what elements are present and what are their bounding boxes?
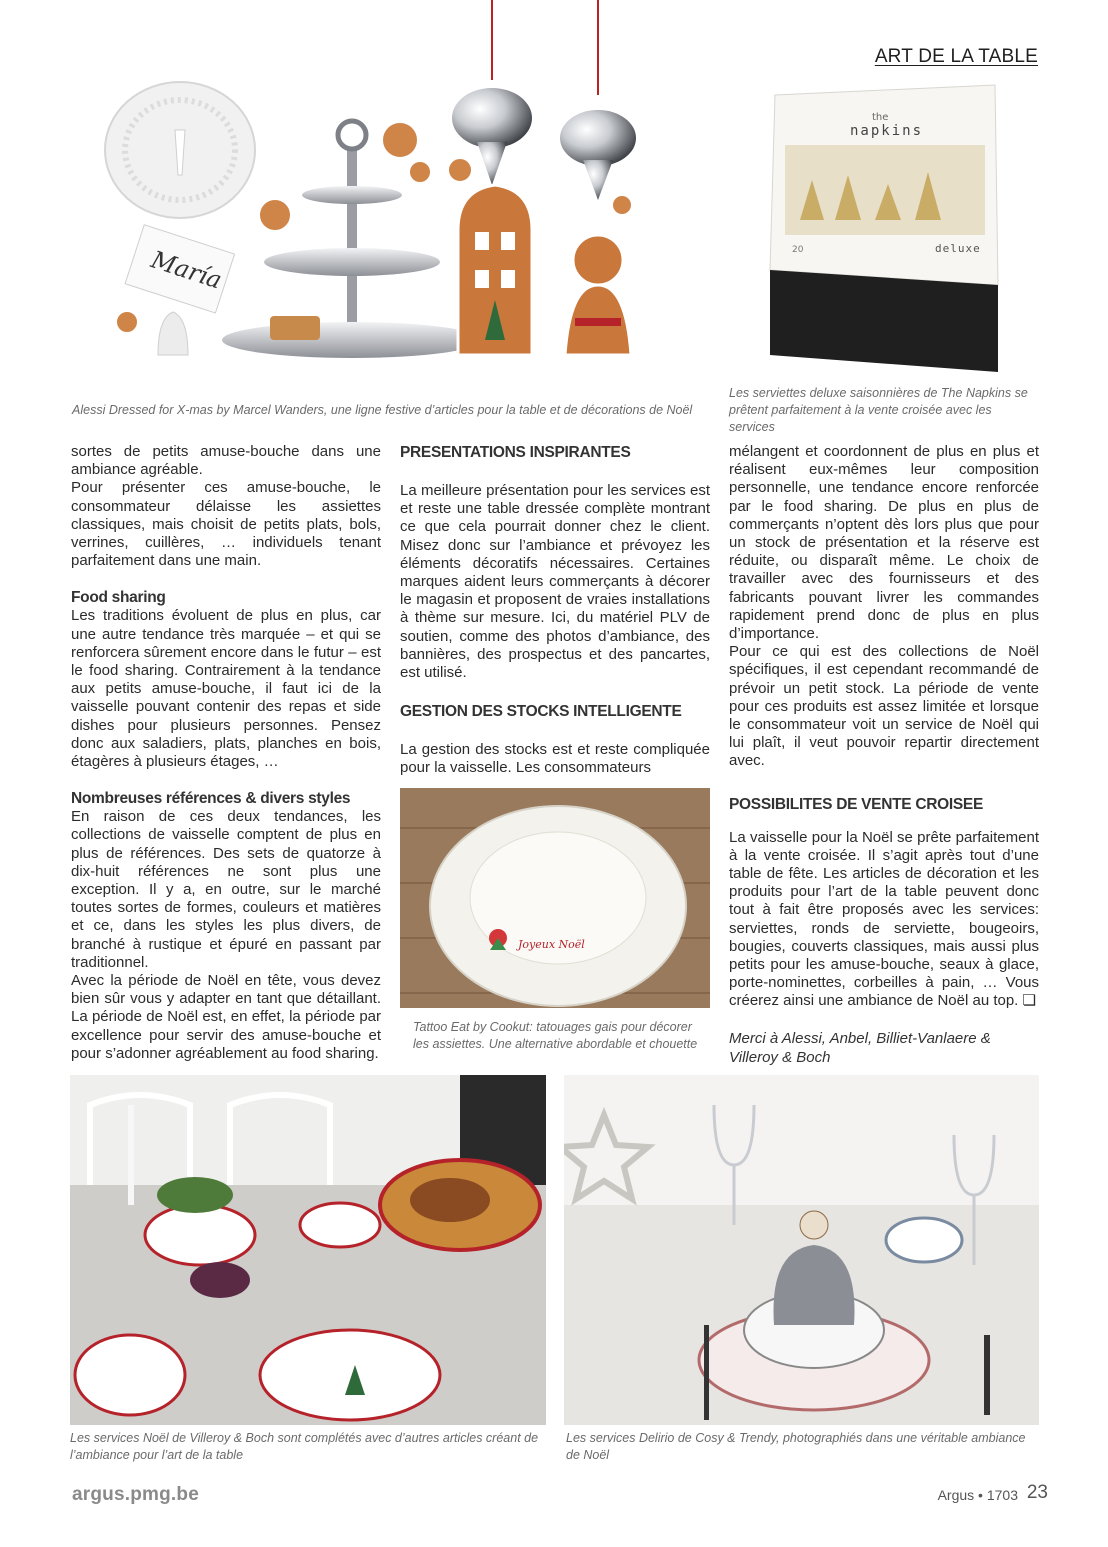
tattoo-plate-photo <box>400 788 710 1008</box>
napkins-box-illustration <box>740 80 1040 375</box>
article-column-2 <box>400 443 710 778</box>
end-mark: ❏ <box>1022 992 1036 1010</box>
article-column-1 <box>71 443 381 1063</box>
place-card-holder <box>125 225 235 355</box>
heading-stock-management: GESTION DES STOCKS INTELLIGENTE <box>400 703 682 721</box>
footer-website[interactable]: argus.pmg.be <box>72 1484 199 1505</box>
heading-food-sharing: Food sharing <box>71 589 166 607</box>
porcelain-lid <box>105 82 255 218</box>
col1-paragraph: Les traditions évoluent de plus en plus, car une autre tendance très marquée – et qui se renforcera sûrement encore dans le futur – est le food sharing. Contrairement à la tendance aux petits amuse-bouche, il faut ici de la vaisselle pouvant contenir des repas et side dishes pour plusieurs personnes. Pensez donc aux saladiers, plats, planches en bois, étagères à plusieurs étages, … <box>71 607 381 771</box>
heading-presentations: PRESENTATIONS INSPIRANTES <box>400 444 631 461</box>
thanks-note: Merci à Alessi, Anbel, Billiet-Vanlaere & Villeroy & Boch <box>729 1029 991 1066</box>
napkins-deluxe-label: deluxe <box>935 242 981 255</box>
col3-paragraph: Pour ce qui est des collections de Noël spécifiques, il est cependant recommandé de prévoir un petit stock. La période de vente pour ces produits est assez limitée et lorsque le consommateur voit un service de Noël qui lui plaît, il veut pouvoir repartir directement avec. <box>729 643 1039 770</box>
delirio-illustration <box>564 1075 1039 1425</box>
alessi-photo <box>70 0 710 380</box>
col3-paragraph <box>729 829 1039 1011</box>
caption-tattoo: Tattoo Eat by Cookut: tatouages gais pour décorer les assiettes. Une alternative abordable et chouette <box>413 1020 698 1051</box>
col1-paragraph: sortes de petits amuse-bouche dans une ambiance agréable. <box>71 443 381 479</box>
footer-issue: Argus • 1703 <box>937 1487 1018 1503</box>
section-label: ART DE LA TABLE <box>874 46 1038 67</box>
caption-napkins: Les serviettes deluxe saisonnières de The Napkins se prêtent parfaitement à la vente croisée avec les services <box>729 386 1028 434</box>
napkins-brand-small: the <box>872 112 889 123</box>
caption-villeroy: Les services Noël de Villeroy & Boch sont complétés avec d’autres articles créant de l’ambiance pour l’art de la table <box>70 1431 539 1462</box>
place-card-name: María <box>147 245 226 295</box>
heading-cross-selling: POSSIBILITES DE VENTE CROISEE <box>729 795 983 813</box>
napkins-count: 20 <box>792 245 804 255</box>
gingerbread-house <box>458 185 532 355</box>
caption-alessi: Alessi Dressed for X-mas by Marcel Wanders, une ligne festive d’articles pour la table et de décorations de Noël <box>72 403 693 417</box>
col3-paragraph: mélangent et coordonnent de plus en plus et réalisent eux-mêmes leur composition personnelle, une tendance encore renforcée par le food sharing. De plus en plus de commerçants n’optent dès lors plus que pour un stock de présentation et la réserve est réduite, ou disparaît même. Le choix de travailler avec des fournisseurs et des fabricants pouvant livrer les commandes rapidement prend donc de plus en plus d’importance. <box>729 443 1039 643</box>
napkins-photo <box>740 80 1040 375</box>
heading-references-styles: Nombreuses références & divers styles <box>71 790 351 808</box>
col1-paragraph: Avec la période de Noël en tête, vous devez bien sûr vous y adapter en tant que détaillant. La période de Noël est, en effet, la période par excellence pour servir des amuse-bouche et pour s’adonner agréablement au food sharing. <box>71 972 381 1062</box>
plate-tattoo-text: Joyeux Noël <box>518 938 585 951</box>
col1-paragraph: En raison de ces deux tendances, les collections de vaisselle comptent de plus en plus de références. Des sets de quatorze à dix-huit références ne sont plus une exception. Il y a, en outre, sur le marché toutes sortes de formes, couleurs et matières et ce, dans les styles les plus divers, de branché à rustique et épuré en passant par traditionnel. <box>71 808 381 971</box>
caption-delirio: Les services Delirio de Cosy & Trendy, photographiés dans une véritable ambiance de Noël <box>566 1431 1026 1462</box>
col1-paragraph: Pour présenter ces amuse-bouche, le consommateur délaisse les assiettes classiques, mais choisit de petits plats, bols, verrines, cuillères, … individuels tenant parfaitement dans une main. <box>71 479 381 570</box>
page-number: 23 <box>1026 1482 1048 1503</box>
col2-paragraph: La meilleure présentation pour les services est et reste une table dressée complète montrant ce que cela pourrait donner chez le client. Misez donc sur l’ambiance et prévoyez les éléments décoratifs nécessaires. Certaines marques aident leurs commerçants à décorer le magasin et proposent de vraies installations à thème sur mesure. Ici, du matériel PLV de soutien, comme des photos d’ambiance, des bannières, des prospectus et des pancartes, est utilisé. <box>400 482 710 682</box>
article-column-3 <box>729 443 1039 1067</box>
col2-paragraph: La gestion des stocks est et reste compliquée pour la vaisselle. Les consommateurs <box>400 741 710 777</box>
col3-last-text: La vaisselle pour la Noël se prête parfaitement à la vente croisée. Il s’agit après tout d’une table de fête. Les articles de décoration et les produits pour l’art de la table peuvent donc tout à fait être proposés avec les services: serviettes, ronds de serviette, bougeoirs, bougies, couverts classiques, mais aussi plus petits pour les amuse-bouche, seaux à glace, porte-nominettes, corbeilles à pain, … Vous créerez ainsi une ambiance de Noël au top. <box>729 828 1039 1010</box>
villeroy-table-photo <box>70 1075 546 1425</box>
plate-illustration <box>400 788 710 1008</box>
delirio-table-photo <box>564 1075 1039 1425</box>
alessi-illustration <box>70 0 710 380</box>
gingerbread-figure <box>565 235 631 355</box>
villeroy-illustration <box>70 1075 546 1425</box>
cake-stand <box>222 121 482 358</box>
silver-ornaments <box>452 0 636 200</box>
napkins-brand: napkins <box>850 123 924 139</box>
